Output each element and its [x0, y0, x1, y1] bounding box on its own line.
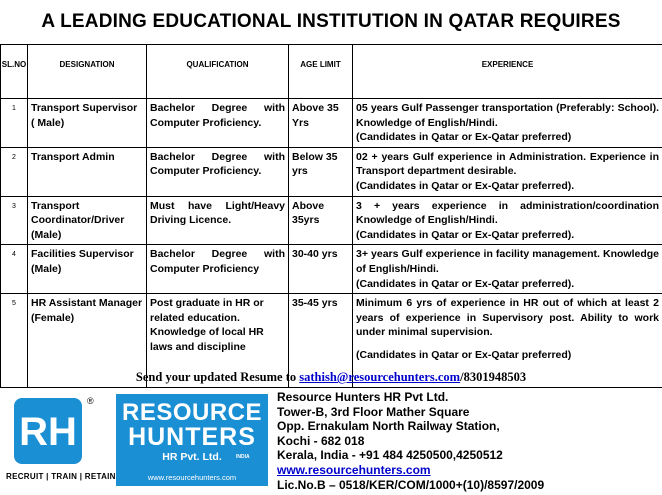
- age-limit-cell: Below 35 yrs: [289, 147, 353, 196]
- qualification-extra: Knowledge of local HR laws and discipline: [150, 326, 264, 353]
- resume-email-link[interactable]: sathish@resourcehunters.com: [299, 370, 461, 384]
- jobs-table: [0, 44, 662, 388]
- table-row: [1, 99, 662, 148]
- qualification-cell: Must have Light/Heavy Driving Licence.: [147, 196, 289, 245]
- address-line-2: Opp. Ernakulam North Railway Station,: [277, 419, 500, 434]
- registered-mark-icon: ®: [87, 396, 94, 406]
- qualification-cell: Bachelor Degree with Computer Proficiency.: [147, 147, 289, 196]
- experience-cell: [353, 147, 662, 196]
- sl-no-cell: 1: [1, 99, 28, 148]
- designation-cell: Facilities Supervisor (Male): [28, 245, 147, 294]
- address-line-3: Kochi - 682 018: [277, 433, 365, 448]
- experience-cell: [353, 99, 662, 148]
- address-company: Resource Hunters HR Pvt Ltd.: [277, 390, 449, 404]
- sl-no-cell: 5: [1, 294, 28, 388]
- qualification-cell: Bachelor Degree with Computer Proficiency: [147, 245, 289, 294]
- sl-no-cell: 4: [1, 245, 28, 294]
- designation-cell: Transport Coordinator/Driver (Male): [28, 196, 147, 245]
- table-row: [1, 245, 662, 294]
- experience-text: 05 years Gulf Passenger transportation (Preferably: School). Knowledge of English/Hindi.: [356, 102, 659, 129]
- address-line-1: Tower-B, 3rd Floor Mather Square: [277, 404, 470, 419]
- send-resume-label: Send your updated Resume to: [135, 370, 300, 384]
- company-address: [277, 390, 657, 492]
- preference-note: (Candidates in Qatar or Ex-Qatar preferred): [356, 348, 572, 361]
- age-limit-cell: Above 35 Yrs: [289, 99, 353, 148]
- brand-logo: [116, 394, 268, 486]
- table-row: [1, 196, 662, 245]
- rh-logo-icon: [14, 398, 82, 464]
- age-limit-cell: 30-40 yrs: [289, 245, 353, 294]
- qualification-text: Post graduate in HR or related education.: [150, 297, 264, 324]
- header-experience: EXPERIENCE: [353, 45, 662, 99]
- experience-text: 02 + years Gulf experience in Administration. Experience in Transport department desirable.: [356, 150, 659, 178]
- sl-no-cell: 3: [1, 196, 28, 245]
- header-qualification: QUALIFICATION: [147, 45, 289, 99]
- preference-note: (Candidates in Qatar or Ex-Qatar preferred).: [356, 228, 575, 241]
- experience-cell: [353, 196, 662, 245]
- brand-hunters: HUNTERS: [128, 423, 256, 451]
- brand-website: www.resourcehunters.com: [147, 473, 237, 482]
- rh-logo-letters: RH: [19, 410, 77, 454]
- experience-cell: [353, 245, 662, 294]
- table-row: [1, 147, 662, 196]
- brand-resource: RESOURCE: [121, 399, 263, 426]
- header-age-limit: AGE LIMIT: [289, 45, 353, 99]
- send-resume-line: [0, 368, 662, 386]
- age-limit-cell: Above 35yrs: [289, 196, 353, 245]
- header-designation: DESIGNATION: [28, 45, 147, 99]
- logo-tagline: RECRUIT | TRAIN | RETAIN: [6, 472, 116, 481]
- age-limit-cell: 35-45 yrs: [289, 294, 353, 388]
- address-website-link[interactable]: www.resourcehunters.com: [277, 462, 431, 477]
- header-sl-no: SL.NO: [1, 45, 28, 99]
- licence-number: Lic.No.B – 0518/KER/COM/1000+(10)/8597/2009: [277, 477, 545, 492]
- qualification-cell: Bachelor Degree with Computer Proficiency.: [147, 99, 289, 148]
- brand-country: INDIA: [236, 454, 250, 460]
- experience-text: Minimum 6 yrs of experience in HR out of which at least 2 years of experience in Supervisory post. Ability to work under minimal supervision.: [356, 297, 659, 339]
- brand-hr-pvt-ltd: HR Pvt. Ltd.: [162, 451, 222, 463]
- designation-cell: Transport Supervisor ( Male): [28, 99, 147, 148]
- preference-note: (Candidates in Qatar or Ex-Qatar preferred).: [356, 179, 575, 192]
- sl-no-cell: 2: [1, 147, 28, 196]
- table-header-row: [1, 45, 662, 99]
- preference-note: (Candidates in Qatar or Ex-Qatar preferred): [356, 131, 572, 144]
- page-headline: A LEADING EDUCATIONAL INSTITUTION IN QATAR REQUIRES: [41, 11, 621, 32]
- preference-note: (Candidates in Qatar or Ex-Qatar preferred).: [356, 277, 575, 290]
- address-phone: Kerala, India - +91 484 4250500,4250512: [277, 448, 503, 463]
- experience-text: 3+ years Gulf experience in facility management. Knowledge of English/Hindi.: [356, 248, 659, 275]
- resume-phone: /8301948503: [460, 370, 527, 384]
- designation-cell: Transport Admin: [28, 147, 147, 196]
- designation-cell: HR Assistant Manager (Female): [28, 294, 147, 388]
- experience-text: 3 + years experience in administration/coordination Knowledge of English/Hindi.: [356, 199, 659, 227]
- company-footer: [0, 388, 662, 495]
